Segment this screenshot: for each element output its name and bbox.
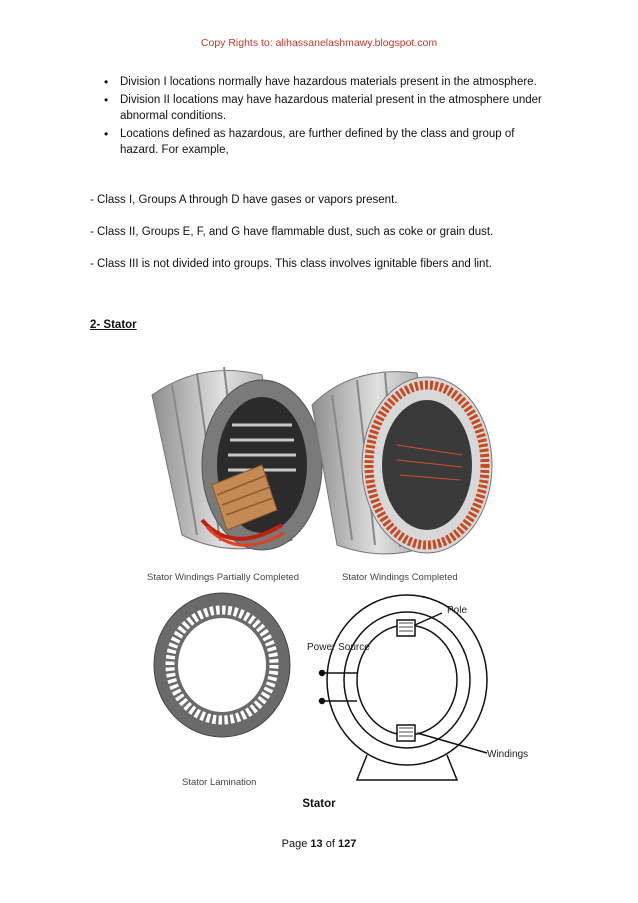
completed-stator-image [312, 372, 492, 554]
stator-figure [142, 355, 542, 795]
bullet-item [100, 92, 550, 124]
stator-lamination-image [154, 593, 290, 737]
class-3-paragraph: - Class III is not divided into groups. This class involves ignitable fibers and lint. [90, 258, 492, 270]
partial-stator-image [152, 367, 322, 550]
bullet-icon: • [104, 93, 109, 107]
footer-page-number: 13 [310, 838, 323, 850]
label-lamination: Stator Lamination [182, 777, 257, 788]
label-pole: Pole [447, 605, 468, 616]
label-partial: Stator Windings Partially Completed [147, 572, 300, 583]
bullet-item [100, 74, 550, 90]
stator-illustration [142, 355, 542, 795]
bullet-icon: • [104, 127, 109, 141]
figure-caption: Stator [302, 798, 336, 810]
label-windings: Windings [487, 749, 529, 760]
section-heading: 2- Stator [90, 319, 137, 331]
footer-total-pages: 127 [337, 838, 357, 850]
bullet-text: Division I locations normally have hazardous materials present in the atmosphere. [120, 76, 537, 88]
class-2-paragraph: - Class II, Groups E, F, and G have flammable dust, such as coke or grain dust. [90, 226, 494, 238]
label-power-source: Power Source [307, 642, 370, 653]
stator-schematic [320, 595, 488, 780]
class-1-paragraph: - Class I, Groups A through D have gases or vapors present. [90, 194, 398, 206]
bullet-icon: • [104, 75, 109, 89]
bullet-text: Locations defined as hazardous, are further defined by the class and group of hazard. For example, [120, 128, 515, 156]
bullet-text: Division II locations may have hazardous material present in the atmosphere under abnormal conditions. [120, 94, 542, 122]
footer-prefix: Page [281, 838, 308, 850]
page-header: Copy Rights to: alihassanelashmawy.blogspot.com [200, 37, 438, 49]
bullet-item [100, 126, 550, 158]
page-footer [0, 838, 638, 850]
label-completed: Stator Windings Completed [342, 572, 458, 583]
bullet-list [100, 74, 550, 160]
footer-of: of [325, 838, 335, 850]
